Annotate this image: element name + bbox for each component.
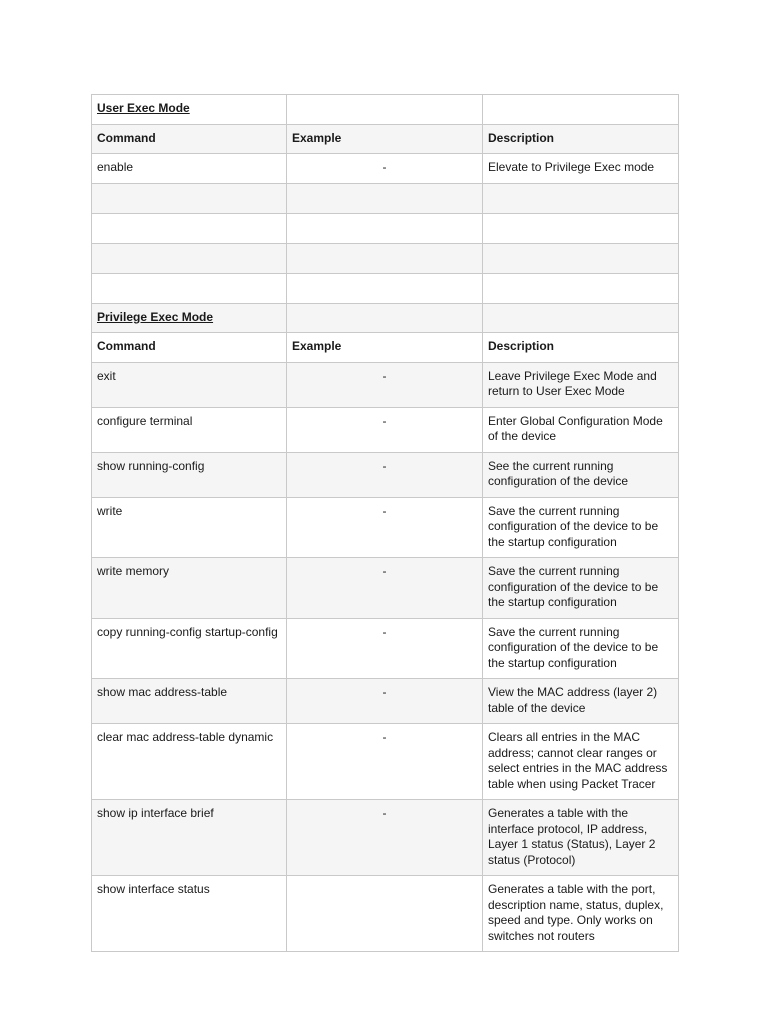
table-row [92, 183, 679, 213]
description-cell [483, 213, 679, 243]
section-title [92, 95, 287, 125]
command-cell [92, 876, 287, 952]
column-header-description-text: Description [488, 339, 555, 353]
example-cell [287, 273, 483, 303]
table-row [92, 724, 679, 800]
example-cell-text: - [382, 685, 387, 699]
example-cell-text: - [382, 368, 387, 383]
description-cell [483, 154, 679, 184]
example-cell-text: - [382, 564, 387, 578]
description-cell [483, 243, 679, 273]
section-title-text: User Exec Mode [97, 101, 190, 115]
table-row [92, 497, 679, 558]
column-header-description [483, 333, 679, 363]
section-title-blank [483, 303, 679, 333]
command-cell-text: configure terminal [97, 413, 193, 428]
description-cell-text: View the MAC address (layer 2) table of the device [488, 685, 658, 715]
description-cell [483, 679, 679, 724]
command-cell [92, 558, 287, 619]
command-cell [92, 724, 287, 800]
command-cell [92, 243, 287, 273]
example-cell [287, 618, 483, 679]
command-cell-text: show running-config [97, 458, 205, 473]
section-title-blank [287, 303, 483, 333]
section-title-row [92, 303, 679, 333]
example-cell [287, 213, 483, 243]
table-row [92, 452, 679, 497]
command-cell [92, 183, 287, 213]
example-cell-text: - [382, 730, 387, 744]
table-row [92, 154, 679, 184]
description-cell-text: Generates a table with the interface protocol, IP address, Layer 1 status (Status), Layer 2 status (Protocol) [488, 806, 656, 867]
column-header-command-text: Command [97, 339, 156, 353]
example-cell-text: - [382, 413, 387, 428]
command-cell-text: show ip interface brief [97, 806, 214, 820]
example-cell [287, 452, 483, 497]
column-header-command [92, 333, 287, 363]
column-header-command-text: Command [97, 130, 156, 145]
description-cell-text: Generates a table with the port, description name, status, duplex, speed and type. Only works on switches not routers [488, 882, 664, 943]
description-cell [483, 452, 679, 497]
table-row [92, 558, 679, 619]
command-cell-text: show interface status [97, 882, 210, 896]
section-title [92, 303, 287, 333]
command-cell [92, 154, 287, 184]
description-cell-text: Elevate to Privilege Exec mode [488, 160, 655, 174]
command-reference-table [91, 94, 679, 952]
command-cell [92, 452, 287, 497]
command-cell-text: enable [97, 160, 134, 174]
command-cell [92, 273, 287, 303]
command-cell-text: exit [97, 368, 116, 383]
command-cell [92, 213, 287, 243]
column-header-row [92, 333, 679, 363]
command-cell-text: write memory [97, 564, 170, 578]
column-header-example [287, 124, 483, 154]
column-header-example-text: Example [292, 339, 342, 353]
description-cell-text: Save the current running configuration of the device to be the startup configuration [488, 503, 659, 549]
table-row [92, 243, 679, 273]
description-cell [483, 362, 679, 407]
description-cell [483, 497, 679, 558]
column-header-description-text: Description [488, 130, 555, 145]
example-cell [287, 800, 483, 876]
section-title-text: Privilege Exec Mode [97, 309, 214, 324]
command-cell [92, 800, 287, 876]
command-cell-text: write [97, 503, 123, 518]
command-cell [92, 362, 287, 407]
example-cell [287, 558, 483, 619]
column-header-description [483, 124, 679, 154]
section-title-row [92, 95, 679, 125]
command-cell-text: copy running-config startup-config [97, 624, 278, 639]
table-row [92, 876, 679, 952]
example-cell-text: - [382, 624, 387, 639]
example-cell [287, 407, 483, 452]
example-cell-text: - [382, 503, 387, 518]
command-cell-text: show mac address-table [97, 685, 228, 699]
example-cell-text: - [382, 806, 387, 820]
column-header-command [92, 124, 287, 154]
example-cell [287, 724, 483, 800]
column-header-example [287, 333, 483, 363]
command-cell [92, 407, 287, 452]
example-cell [287, 497, 483, 558]
description-cell [483, 407, 679, 452]
description-cell-text: See the current running configuration of the device [488, 458, 629, 488]
section-title-blank [483, 95, 679, 125]
description-cell-text: Clears all entries in the MAC address; cannot clear ranges or select entries in the MAC address table when using Packet Tracer [488, 730, 668, 791]
example-cell [287, 183, 483, 213]
description-cell [483, 183, 679, 213]
description-cell-text: Save the current running configuration of the device to be the startup configuration [488, 624, 659, 670]
description-cell [483, 558, 679, 619]
column-header-example-text: Example [292, 130, 342, 145]
table-row [92, 800, 679, 876]
table-row [92, 362, 679, 407]
description-cell [483, 273, 679, 303]
table-row [92, 679, 679, 724]
example-cell [287, 154, 483, 184]
description-cell [483, 724, 679, 800]
section-title-blank [287, 95, 483, 125]
command-cell [92, 497, 287, 558]
example-cell [287, 679, 483, 724]
example-cell-text: - [382, 458, 387, 473]
table-row [92, 618, 679, 679]
table-row [92, 273, 679, 303]
command-cell [92, 679, 287, 724]
description-cell-text: Save the current running configuration of the device to be the startup configuration [488, 564, 659, 609]
command-cell [92, 618, 287, 679]
table-row [92, 407, 679, 452]
description-cell-text: Enter Global Configuration Mode of the device [488, 413, 663, 443]
command-cell-text: clear mac address-table dynamic [97, 730, 274, 744]
example-cell [287, 362, 483, 407]
description-cell [483, 876, 679, 952]
description-cell [483, 800, 679, 876]
example-cell [287, 876, 483, 952]
example-cell [287, 243, 483, 273]
description-cell-text: Leave Privilege Exec Mode and return to User Exec Mode [488, 368, 657, 398]
table-row [92, 213, 679, 243]
description-cell [483, 618, 679, 679]
table-body [92, 95, 679, 952]
example-cell-text: - [382, 160, 387, 174]
column-header-row [92, 124, 679, 154]
